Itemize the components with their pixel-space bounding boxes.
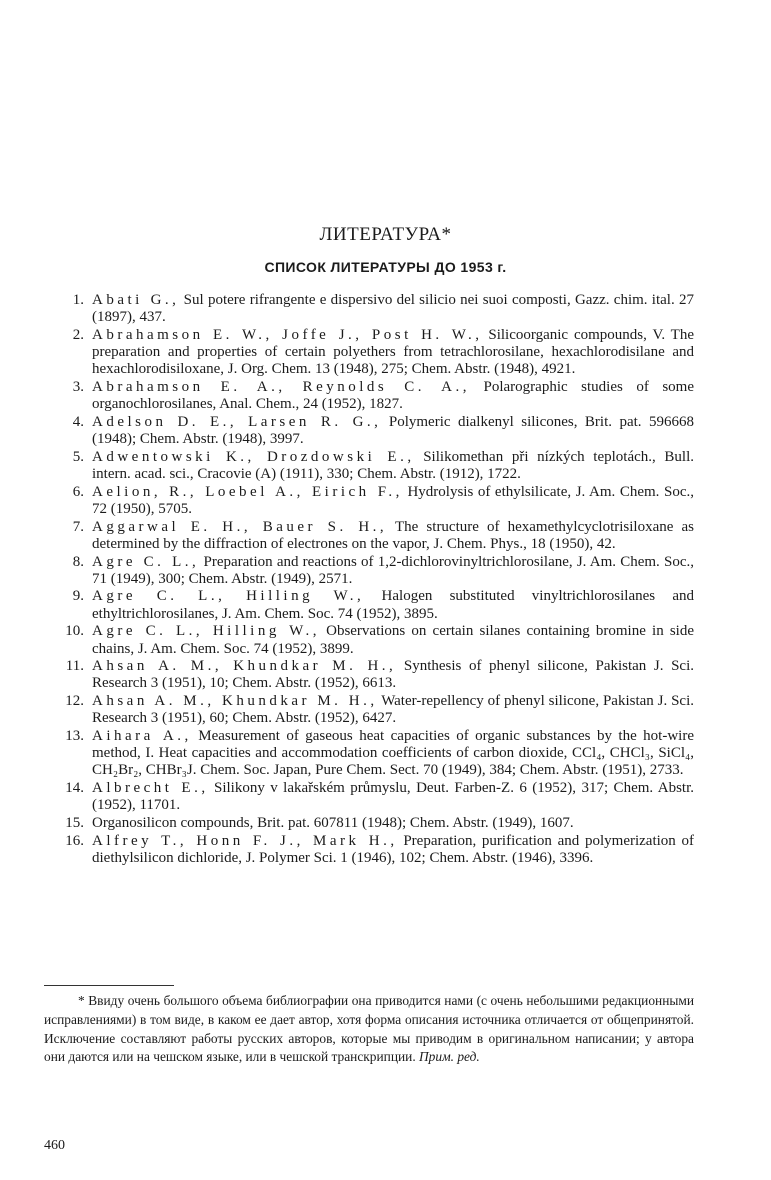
reference-authors: Aihara A., xyxy=(92,728,192,745)
reference-number: 4. xyxy=(72,413,84,430)
reference-item xyxy=(44,815,694,832)
page-number: 460 xyxy=(44,1138,65,1153)
reference-text: Silikomethan při nízkých teplotách., Bull. intern. acad. sci., Cracovie (A) (1911), 330; Chem. Abstr. (1912), 1722. xyxy=(92,448,694,483)
reference-text: Silikony v lakařském průmyslu, Deut. Farben-Z. 6 (1952), 317; Chem. Abstr. (1952), 11701. xyxy=(92,780,694,814)
reference-item xyxy=(44,588,694,622)
reference-authors: Aggarwal E. H., Bauer S. H., xyxy=(92,518,388,535)
reference-authors: Abrahamson E. W., Joffe J., Post H. W., xyxy=(92,326,483,343)
reference-text: Preparation and reactions of 1,2-dichlorovinyltrichlorosilane, J. Am. Chem. Soc., 71 (1949), 300; Chem. Abstr. (1949), 2571. xyxy=(92,553,695,587)
reference-text: Sul potere rifrangente e dispersivo del silicio nei suoi composti, Gazz. chim. ital. 27 (1897), 437. xyxy=(92,292,694,326)
reference-number: 8. xyxy=(72,553,84,570)
reference-item xyxy=(44,623,694,657)
footnote-divider xyxy=(44,985,174,986)
reference-text: Polymeric dialkenyl silicones, Brit. pat. 596668 (1948); Chem. Abstr. (1948), 3997. xyxy=(92,413,694,448)
reference-item xyxy=(44,554,694,588)
reference-authors: Adwentowski K., Drozdowski E., xyxy=(92,448,415,465)
reference-authors: Abati G., xyxy=(92,292,180,308)
reference-number: 3. xyxy=(72,379,84,396)
reference-text: Halogen substituted vinyltrichlorosilanes and ethyltrichlorosilanes, J. Am. Chem. Soc. 74 (1952), 3895. xyxy=(92,588,694,622)
reference-text: Preparation, purification and polymerization of diethylsilicon dichloride, J. Polymer Sci. 1 (1946), 102; Chem. Abstr. (1946), 3396. xyxy=(92,832,695,866)
reference-item xyxy=(44,449,694,483)
reference-number: 15. xyxy=(65,815,84,832)
reference-authors: Agre C. L., Hilling W., xyxy=(92,623,320,640)
reference-number: 7. xyxy=(72,518,84,535)
reference-text: Measurement of gaseous heat capacities of organic substances by the hot-wire method, I. Heat capacities and accommodation coefficients of carbon dioxide, CCl₄, CHCl₃, SiCl₄, CH₂Br₂, CHBr₃J. Chem. Soc. Japan, Pure Chem. Sect. 70 (1949), 384; Chem. Abstr. (1951), 2733. xyxy=(92,728,694,779)
reference-authors: Alfrey T., Honn F. J., Mark H., xyxy=(92,832,398,849)
reference-number: 12. xyxy=(65,693,84,710)
page-title: ЛИТЕРАТУРА* xyxy=(319,224,452,245)
reference-item xyxy=(44,327,694,379)
reference-authors: Adelson D. E., Larsen R. G., xyxy=(92,413,382,430)
reference-item xyxy=(44,414,694,448)
reference-item xyxy=(44,728,694,780)
reference-item xyxy=(44,519,694,553)
footnote-note: Прим. ред. xyxy=(419,1049,480,1065)
reference-list xyxy=(44,292,694,868)
reference-text: Observations on certain silanes containing bromine in side chains, J. Am. Chem. Soc. 74 (1952), 3899. xyxy=(92,623,694,657)
reference-text: The structure of hexamethylcyclotrisiloxane as determined by the diffraction of electrones on the vapor, J. Chem. Phys., 18 (1950), 42. xyxy=(92,518,694,552)
reference-number: 6. xyxy=(72,483,84,500)
reference-number: 9. xyxy=(72,588,84,605)
reference-item xyxy=(44,658,694,692)
reference-number: 11. xyxy=(65,658,84,675)
section-subtitle: СПИСОК ЛИТЕРАТУРЫ ДО 1953 г. xyxy=(264,259,507,275)
reference-text: Silicoorganic compounds, V. The preparation and properties of certain polyethers from tetrachlorosilane, hexachlorodisilane and hexachlorodisiloxane, J. Org. Chem. 13 (1948), 275; Chem. Abstr. (1948), 4921. xyxy=(92,326,694,378)
reference-text: Organosilicon compounds, Brit. pat. 607811 (1948); Chem. Abstr. (1949), 1607. xyxy=(92,815,574,832)
reference-text: Polarographic studies of some organochlorosilanes, Anal. Chem., 24 (1952), 1827. xyxy=(92,379,694,413)
reference-authors: Ahsan A. M., Khundkar M. H., xyxy=(92,658,397,675)
reference-text: Hydrolysis of ethylsilicate, J. Am. Chem. Soc., 72 (1950), 5705. xyxy=(92,483,694,517)
reference-item xyxy=(44,780,694,814)
reference-text: Synthesis of phenyl silicone, Pakistan J. Sci. Research 3 (1951), 10; Chem. Abstr. (1952), 6613. xyxy=(92,658,694,692)
reference-authors: Agre C. L., xyxy=(92,553,200,570)
reference-text: Water-repellency of phenyl silicone, Pakistan J. Sci. Research 3 (1951), 60; Chem. Abstr. (1952), 6427. xyxy=(92,693,694,727)
reference-authors: Aelion, R., Loebel A., Eirich F., xyxy=(92,483,403,500)
reference-item xyxy=(44,379,694,413)
reference-authors: Agre C. L., Hilling W., xyxy=(92,588,365,605)
reference-item xyxy=(44,833,694,867)
reference-number: 1. xyxy=(72,292,84,308)
reference-authors: Ahsan A. M., Khundkar M. H., xyxy=(92,693,378,710)
reference-number: 2. xyxy=(72,326,84,343)
reference-item xyxy=(44,693,694,727)
reference-item xyxy=(44,292,694,326)
footnote-text: * Ввиду очень большого объема библиографии она приводится нами (с очень небольшими редакционными исправлениями) в том виде, в каком ее дает автор, хотя форма описания источника отличается от общепринятой. Исключение составляют работы русских авторов, которые мы приводим в оригинальном написании; у автора они даются или на чешском языке, или в чешской транскрипции. xyxy=(44,993,694,1065)
footnote xyxy=(44,992,694,1067)
reference-number: 16. xyxy=(65,832,84,849)
reference-authors: Albrecht E., xyxy=(92,780,209,797)
reference-number: 10. xyxy=(65,623,84,640)
reference-authors: Abrahamson E. A., Reynolds C. A., xyxy=(92,379,471,396)
reference-number: 5. xyxy=(72,448,84,465)
reference-number: 14. xyxy=(65,780,84,797)
reference-item xyxy=(44,484,694,518)
reference-number: 13. xyxy=(65,728,84,745)
